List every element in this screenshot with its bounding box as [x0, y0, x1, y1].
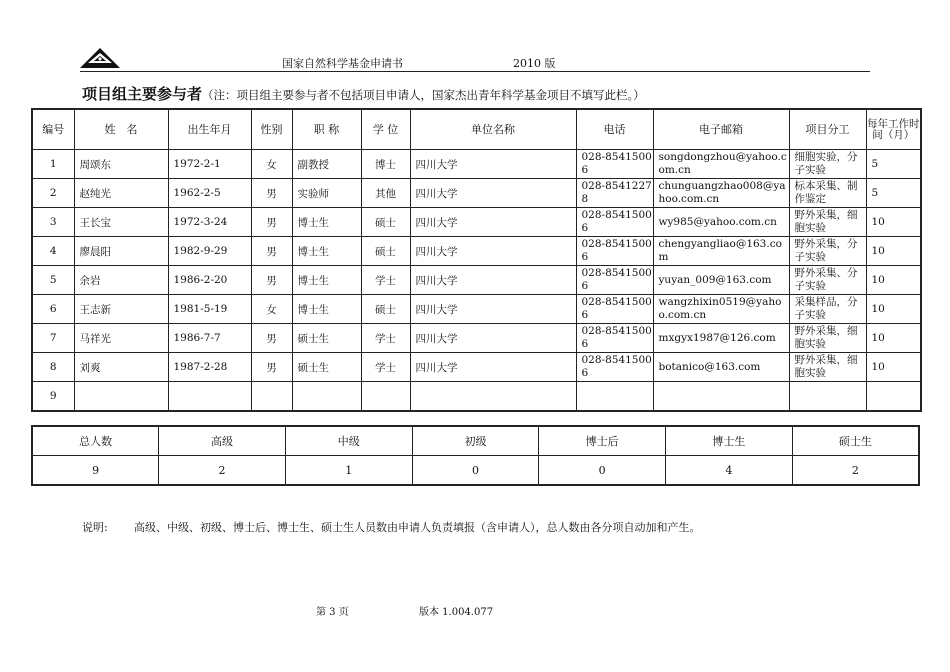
- cell-title: 博士生: [292, 208, 361, 237]
- cell-role: 野外采集，细胞实验: [789, 208, 866, 237]
- cell-name: 赵纯光: [74, 179, 168, 208]
- cell-email: wy985@yahoo.com.cn: [653, 208, 789, 237]
- cell-title: 硕士生: [292, 353, 361, 382]
- col-header-degree: 学 位: [361, 109, 410, 150]
- cell-gender: 女: [251, 150, 292, 179]
- cell-email: yuyan_009@163.com: [653, 266, 789, 295]
- cell-unit: 四川大学: [410, 150, 576, 179]
- cell-title: 博士生: [292, 295, 361, 324]
- cell-birth: 1986-7-7: [168, 324, 251, 353]
- cell-degree: 博士: [361, 150, 410, 179]
- summary-header-row: [32, 426, 919, 456]
- cell-degree: 其他: [361, 179, 410, 208]
- members-table: [31, 108, 922, 412]
- cell-birth: 1981-5-19: [168, 295, 251, 324]
- summary-value-cell: 2: [159, 456, 286, 486]
- table-row: [32, 179, 921, 208]
- summary-value-cell: 0: [412, 456, 539, 486]
- table-row: [32, 353, 921, 382]
- summary-value-cell: 2: [792, 456, 919, 486]
- cell-gender: 男: [251, 266, 292, 295]
- cell-phone: [576, 382, 653, 412]
- note-label: 说明:: [82, 521, 108, 534]
- cell-degree: [361, 382, 410, 412]
- cell-months: 10: [866, 208, 921, 237]
- col-header-role: 项目分工: [789, 109, 866, 150]
- summary-header-cell: 硕士生: [792, 426, 919, 456]
- cell-title: 硕士生: [292, 324, 361, 353]
- cell-number: 7: [32, 324, 74, 353]
- summary-header-cell: 初级: [412, 426, 539, 456]
- cell-name: 王长宝: [74, 208, 168, 237]
- cell-role: 野外采集，分子实验: [789, 237, 866, 266]
- col-header-months: 每年工作时间（月）: [866, 109, 921, 150]
- summary-table: [31, 425, 920, 486]
- col-header-number: 编号: [32, 109, 74, 150]
- table-row: [32, 266, 921, 295]
- cell-months: 5: [866, 179, 921, 208]
- cell-role: 野外采集，细胞实验: [789, 324, 866, 353]
- col-header-phone: 电话: [576, 109, 653, 150]
- cell-phone: 028-85412278: [576, 179, 653, 208]
- summary-value-cell: 4: [666, 456, 793, 486]
- cell-role: 细胞实验，分子实验: [789, 150, 866, 179]
- cell-months: 10: [866, 324, 921, 353]
- cell-degree: 学士: [361, 353, 410, 382]
- cell-title: [292, 382, 361, 412]
- col-header-title: 职 称: [292, 109, 361, 150]
- cell-degree: 硕士: [361, 237, 410, 266]
- cell-birth: 1972-2-1: [168, 150, 251, 179]
- cell-number: 8: [32, 353, 74, 382]
- cell-months: 10: [866, 295, 921, 324]
- table-row: [32, 295, 921, 324]
- summary-header-cell: 博士后: [539, 426, 666, 456]
- section-heading: [82, 83, 645, 104]
- cell-email: botanico@163.com: [653, 353, 789, 382]
- cell-birth: 1986-2-20: [168, 266, 251, 295]
- summary-header-cell: 博士生: [666, 426, 793, 456]
- cell-title: 实验师: [292, 179, 361, 208]
- cell-unit: 四川大学: [410, 208, 576, 237]
- cell-months: 5: [866, 150, 921, 179]
- cell-role: 野外采集、分子实验: [789, 266, 866, 295]
- cell-title: 博士生: [292, 266, 361, 295]
- cell-phone: 028-85415006: [576, 295, 653, 324]
- cell-email: chengyangliao@163.com: [653, 237, 789, 266]
- col-header-name: 姓 名: [74, 109, 168, 150]
- cell-name: 马祥光: [74, 324, 168, 353]
- col-header-birth: 出生年月: [168, 109, 251, 150]
- summary-value-cell: 0: [539, 456, 666, 486]
- cell-number: 5: [32, 266, 74, 295]
- summary-value-cell: 1: [285, 456, 412, 486]
- cell-months: 10: [866, 353, 921, 382]
- cell-email: chunguangzhao008@yahoo.com.cn: [653, 179, 789, 208]
- cell-birth: [168, 382, 251, 412]
- nsfc-logo-icon: [80, 46, 120, 70]
- cell-role: 野外采集，细胞实验: [789, 353, 866, 382]
- cell-degree: 学士: [361, 266, 410, 295]
- col-header-email: 电子邮箱: [653, 109, 789, 150]
- cell-email: wangzhixin0519@yahoo.com.cn: [653, 295, 789, 324]
- table-row: [32, 150, 921, 179]
- cell-role: 采集样品，分子实验: [789, 295, 866, 324]
- cell-gender: 男: [251, 208, 292, 237]
- table-row: [32, 324, 921, 353]
- cell-name: 王志新: [74, 295, 168, 324]
- cell-number: 1: [32, 150, 74, 179]
- header-version: 2010 版: [513, 57, 556, 70]
- members-body: [32, 150, 921, 412]
- cell-name: 周颂东: [74, 150, 168, 179]
- cell-email: mxgyx1987@126.com: [653, 324, 789, 353]
- cell-name: 刘爽: [74, 353, 168, 382]
- members-header-row: [32, 109, 921, 150]
- cell-phone: 028-85415006: [576, 324, 653, 353]
- explanation-note: [82, 519, 701, 535]
- cell-birth: 1962-2-5: [168, 179, 251, 208]
- cell-unit: 四川大学: [410, 353, 576, 382]
- cell-gender: 男: [251, 353, 292, 382]
- cell-title: 副教授: [292, 150, 361, 179]
- cell-birth: 1972-3-24: [168, 208, 251, 237]
- cell-phone: 028-85415006: [576, 266, 653, 295]
- cell-number: 9: [32, 382, 74, 412]
- cell-phone: 028-85415006: [576, 353, 653, 382]
- cell-role: 标本采集、制作鉴定: [789, 179, 866, 208]
- cell-number: 6: [32, 295, 74, 324]
- cell-number: 2: [32, 179, 74, 208]
- cell-birth: 1982-9-29: [168, 237, 251, 266]
- col-header-unit: 单位名称: [410, 109, 576, 150]
- cell-email: [653, 382, 789, 412]
- cell-degree: 硕士: [361, 295, 410, 324]
- cell-name: [74, 382, 168, 412]
- cell-email: songdongzhou@yahoo.com.cn: [653, 150, 789, 179]
- summary-header-cell: 总人数: [32, 426, 159, 456]
- col-header-gender: 性别: [251, 109, 292, 150]
- cell-gender: [251, 382, 292, 412]
- cell-birth: 1987-2-28: [168, 353, 251, 382]
- cell-title: 博士生: [292, 237, 361, 266]
- cell-unit: 四川大学: [410, 179, 576, 208]
- cell-number: 4: [32, 237, 74, 266]
- cell-degree: 学士: [361, 324, 410, 353]
- note-text: 高级、中级、初级、博士后、博士生、硕士生人员数由申请人负责填报（含申请人），总人数由各分项自动加和产生。: [134, 521, 701, 534]
- cell-phone: 028-85415006: [576, 150, 653, 179]
- cell-name: 余岩: [74, 266, 168, 295]
- cell-unit: 四川大学: [410, 237, 576, 266]
- table-row: [32, 237, 921, 266]
- cell-unit: [410, 382, 576, 412]
- cell-number: 3: [32, 208, 74, 237]
- cell-name: 廖晨阳: [74, 237, 168, 266]
- cell-months: 10: [866, 266, 921, 295]
- cell-unit: 四川大学: [410, 295, 576, 324]
- cell-role: [789, 382, 866, 412]
- cell-unit: 四川大学: [410, 266, 576, 295]
- cell-gender: 男: [251, 324, 292, 353]
- header-title: 国家自然科学基金申请书: [282, 57, 403, 70]
- summary-value-row: [32, 456, 919, 486]
- footer-version: 版本 1.004.077: [419, 607, 494, 618]
- cell-gender: 女: [251, 295, 292, 324]
- table-row: [32, 382, 921, 412]
- cell-gender: 男: [251, 237, 292, 266]
- summary-value-cell: 9: [32, 456, 159, 486]
- footer-page-number: 第 3 页: [316, 607, 349, 618]
- cell-phone: 028-85415006: [576, 208, 653, 237]
- section-note: （注：项目组主要参与者不包括项目申请人，国家杰出青年科学基金项目不填写此栏。）: [202, 88, 645, 102]
- cell-unit: 四川大学: [410, 324, 576, 353]
- section-title: 项目组主要参与者: [82, 85, 203, 103]
- cell-months: 10: [866, 237, 921, 266]
- cell-phone: 028-85415006: [576, 237, 653, 266]
- cell-degree: 硕士: [361, 208, 410, 237]
- cell-gender: 男: [251, 179, 292, 208]
- cell-months: [866, 382, 921, 412]
- table-row: [32, 208, 921, 237]
- summary-header-cell: 中级: [285, 426, 412, 456]
- header-divider: [80, 71, 870, 72]
- summary-header-cell: 高级: [159, 426, 286, 456]
